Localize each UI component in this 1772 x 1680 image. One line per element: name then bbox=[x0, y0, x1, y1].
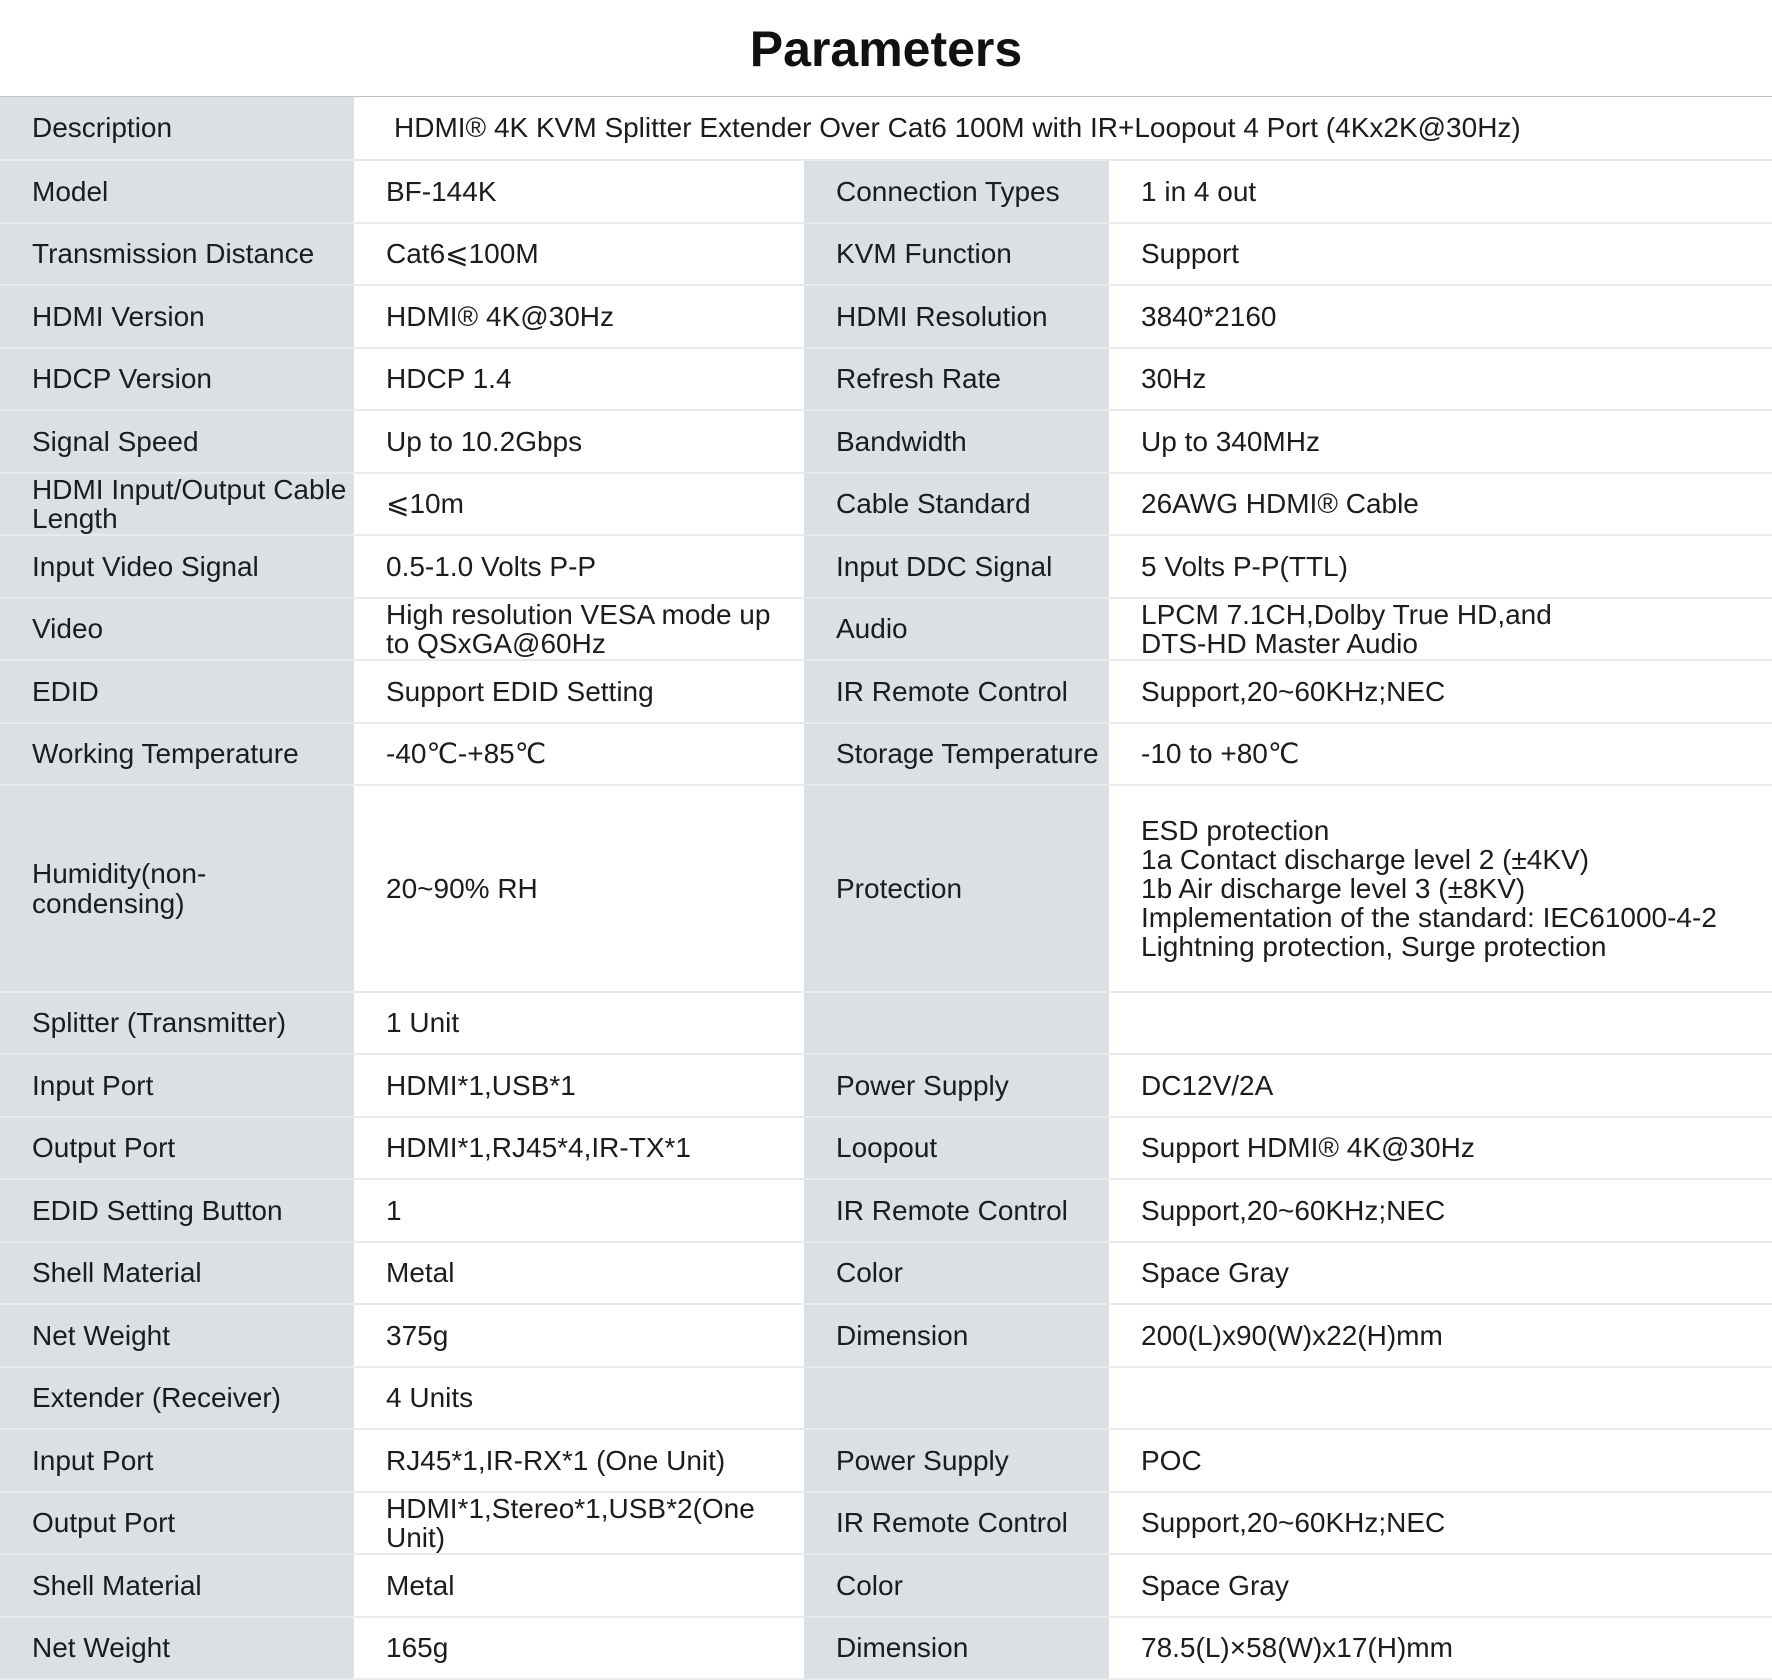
param-value bbox=[354, 1117, 804, 1179]
page-title: Parameters bbox=[749, 20, 1023, 77]
param-value-line: 1 bbox=[386, 1194, 402, 1226]
param-value-line: 1 Unit bbox=[386, 1007, 460, 1039]
param-label: Refresh Rate bbox=[804, 348, 1109, 410]
param-value-line: ESD protection bbox=[1141, 814, 1330, 846]
param-value bbox=[1109, 1554, 1772, 1617]
param-value bbox=[1109, 473, 1772, 535]
param-label: Input Port bbox=[0, 1054, 354, 1117]
param-value bbox=[1109, 285, 1772, 348]
param-value bbox=[354, 785, 804, 992]
param-value bbox=[1109, 723, 1772, 785]
param-value-line: 0.5-1.0 Volts P-P bbox=[386, 550, 597, 582]
param-label: IR Remote Control bbox=[804, 660, 1109, 723]
table-row bbox=[0, 1242, 1772, 1304]
param-value-line: 1a Contact discharge level 2 (±4KV) bbox=[1141, 843, 1590, 875]
param-value bbox=[1109, 785, 1772, 992]
param-label: Protection bbox=[804, 785, 1109, 992]
param-value-line: to QSxGA@60Hz bbox=[386, 628, 606, 659]
param-label: Storage Temperature bbox=[804, 723, 1109, 785]
param-value-line: Metal bbox=[386, 1569, 455, 1601]
param-value bbox=[1109, 1242, 1772, 1304]
param-label: Input Video Signal bbox=[0, 535, 354, 598]
table-row bbox=[0, 535, 1772, 598]
description-value: HDMI® 4K KVM Splitter Extender Over Cat6 100M with IR+Loopout 4 Port (4Kx2K@30Hz) bbox=[354, 97, 1772, 160]
param-value-line: BF-144K bbox=[386, 175, 497, 207]
param-label: Input DDC Signal bbox=[804, 535, 1109, 598]
param-value-line: 1 in 4 out bbox=[1141, 175, 1257, 207]
param-value bbox=[354, 992, 804, 1054]
param-value-line: Implementation of the standard: IEC61000-4-2 bbox=[1141, 902, 1717, 934]
param-label: Net Weight bbox=[0, 1304, 354, 1367]
param-label: KVM Function bbox=[804, 223, 1109, 285]
param-value-line: 375g bbox=[386, 1319, 449, 1351]
param-label: Shell Material bbox=[0, 1554, 354, 1617]
param-value-line: 1b Air discharge level 3 (±8KV) bbox=[1141, 872, 1526, 904]
param-label: HDMI Input/Output Cable Length bbox=[0, 473, 354, 535]
table-row bbox=[0, 598, 1772, 660]
param-value-line: Cat6⩽100M bbox=[386, 238, 539, 270]
param-value-line: -10 to +80℃ bbox=[1141, 738, 1300, 770]
param-value-line: HDMI® 4K@30Hz bbox=[386, 300, 614, 332]
param-value bbox=[1109, 1617, 1772, 1679]
param-value-line: 4 Units bbox=[386, 1382, 474, 1414]
param-label: Color bbox=[804, 1242, 1109, 1304]
param-value-line: HDMI*1,RJ45*4,IR-TX*1 bbox=[386, 1132, 691, 1164]
param-value bbox=[1109, 223, 1772, 285]
param-value-line: POC bbox=[1141, 1444, 1202, 1476]
param-label: Input Port bbox=[0, 1429, 354, 1492]
param-value bbox=[354, 535, 804, 598]
param-label: Net Weight bbox=[0, 1617, 354, 1679]
param-value-line: LPCM 7.1CH,Dolby True HD,and bbox=[1141, 598, 1552, 630]
param-label: Working Temperature bbox=[0, 723, 354, 785]
param-value-line: 5 Volts P-P(TTL) bbox=[1141, 550, 1348, 582]
param-value-line: Up to 340MHz bbox=[1141, 425, 1320, 457]
param-value bbox=[1109, 1492, 1772, 1554]
param-value bbox=[354, 285, 804, 348]
param-label: EDID Setting Button bbox=[0, 1179, 354, 1242]
param-label: Audio bbox=[804, 598, 1109, 660]
param-label bbox=[804, 992, 1109, 1054]
table-row bbox=[0, 1117, 1772, 1179]
param-value-line: RJ45*1,IR-RX*1 (One Unit) bbox=[386, 1444, 726, 1476]
param-label bbox=[804, 1367, 1109, 1429]
param-label: IR Remote Control bbox=[804, 1179, 1109, 1242]
table-row bbox=[0, 223, 1772, 285]
param-label: Connection Types bbox=[804, 160, 1109, 223]
param-value-line: DC12V/2A bbox=[1141, 1069, 1274, 1101]
table-row bbox=[0, 160, 1772, 223]
param-value bbox=[1109, 660, 1772, 723]
param-value bbox=[354, 1617, 804, 1679]
param-value-line: ⩽10m bbox=[386, 488, 464, 520]
table-row bbox=[0, 1429, 1772, 1492]
table-row bbox=[0, 410, 1772, 473]
parameters-table bbox=[0, 97, 1772, 1680]
param-label: Output Port bbox=[0, 1492, 354, 1554]
param-value bbox=[354, 1179, 804, 1242]
param-value-line: HDMI*1,Stereo*1,USB*2(One Unit) bbox=[386, 1492, 755, 1553]
param-value bbox=[354, 223, 804, 285]
param-value bbox=[1109, 1054, 1772, 1117]
param-value bbox=[354, 1429, 804, 1492]
param-value bbox=[354, 348, 804, 410]
param-label: HDMI Resolution bbox=[804, 285, 1109, 348]
param-value-line: 26AWG HDMI® Cable bbox=[1141, 488, 1419, 520]
param-label: Video bbox=[0, 598, 354, 660]
param-label: Shell Material bbox=[0, 1242, 354, 1304]
param-label: Humidity(non-condensing) bbox=[0, 785, 354, 992]
param-value-line: Metal bbox=[386, 1257, 455, 1289]
param-value bbox=[1109, 992, 1772, 1054]
param-label: HDMI Version bbox=[0, 285, 354, 348]
param-value bbox=[354, 1554, 804, 1617]
param-value-line: 30Hz bbox=[1141, 363, 1207, 395]
param-label: Color bbox=[804, 1554, 1109, 1617]
param-value bbox=[354, 660, 804, 723]
table-row bbox=[0, 285, 1772, 348]
param-value bbox=[1109, 535, 1772, 598]
table-row bbox=[0, 723, 1772, 785]
param-value-line: Support bbox=[1141, 238, 1240, 270]
param-label: Extender (Receiver) bbox=[0, 1367, 354, 1429]
table-row bbox=[0, 660, 1772, 723]
table-row bbox=[0, 992, 1772, 1054]
table-row bbox=[0, 1304, 1772, 1367]
description-row bbox=[0, 97, 1772, 160]
param-label: Power Supply bbox=[804, 1429, 1109, 1492]
param-value-line: 3840*2160 bbox=[1141, 300, 1277, 332]
param-value bbox=[354, 160, 804, 223]
param-value bbox=[354, 410, 804, 473]
param-label: IR Remote Control bbox=[804, 1492, 1109, 1554]
table-row bbox=[0, 1492, 1772, 1554]
param-value-line: 78.5(L)×58(W)x17(H)mm bbox=[1141, 1632, 1453, 1664]
param-label: Dimension bbox=[804, 1304, 1109, 1367]
param-value-line: Support,20~60KHz;NEC bbox=[1141, 675, 1446, 707]
description-label: Description bbox=[0, 97, 354, 160]
param-value bbox=[1109, 598, 1772, 660]
table-row bbox=[0, 785, 1772, 992]
param-value-line: Up to 10.2Gbps bbox=[386, 425, 583, 457]
param-value bbox=[1109, 348, 1772, 410]
param-value bbox=[1109, 1117, 1772, 1179]
param-value bbox=[354, 1367, 804, 1429]
param-value-line: DTS-HD Master Audio bbox=[1141, 628, 1418, 659]
param-value bbox=[354, 1054, 804, 1117]
param-value-line: Lightning protection, Surge protection bbox=[1141, 931, 1607, 963]
param-value-line: 20~90% RH bbox=[386, 872, 538, 904]
param-label: Bandwidth bbox=[804, 410, 1109, 473]
param-label: Transmission Distance bbox=[0, 223, 354, 285]
param-value-line: Space Gray bbox=[1141, 1569, 1289, 1601]
param-value bbox=[354, 1242, 804, 1304]
param-label: HDCP Version bbox=[0, 348, 354, 410]
param-value-line: Support,20~60KHz;NEC bbox=[1141, 1507, 1446, 1539]
param-label: Splitter (Transmitter) bbox=[0, 992, 354, 1054]
param-value bbox=[354, 598, 804, 660]
param-value bbox=[354, 473, 804, 535]
param-label: Loopout bbox=[804, 1117, 1109, 1179]
param-value bbox=[1109, 160, 1772, 223]
param-value bbox=[1109, 1179, 1772, 1242]
param-value-line: HDMI*1,USB*1 bbox=[386, 1069, 576, 1101]
param-value bbox=[1109, 1304, 1772, 1367]
param-label: Power Supply bbox=[804, 1054, 1109, 1117]
param-value-line: Support HDMI® 4K@30Hz bbox=[1141, 1132, 1475, 1164]
param-value bbox=[354, 1304, 804, 1367]
table-row bbox=[0, 473, 1772, 535]
param-value-line: -40℃-+85℃ bbox=[386, 738, 547, 770]
param-value-line: HDCP 1.4 bbox=[386, 363, 512, 395]
table-row bbox=[0, 1367, 1772, 1429]
param-value-line: Space Gray bbox=[1141, 1257, 1289, 1289]
param-value bbox=[1109, 1429, 1772, 1492]
param-label: Model bbox=[0, 160, 354, 223]
param-label: Signal Speed bbox=[0, 410, 354, 473]
table-row bbox=[0, 1179, 1772, 1242]
param-value-line: Support EDID Setting bbox=[386, 675, 654, 707]
param-value-line: Support,20~60KHz;NEC bbox=[1141, 1194, 1446, 1226]
param-label: Dimension bbox=[804, 1617, 1109, 1679]
param-label: Output Port bbox=[0, 1117, 354, 1179]
param-value bbox=[354, 723, 804, 785]
table-row bbox=[0, 348, 1772, 410]
param-label: Cable Standard bbox=[804, 473, 1109, 535]
param-value-line: 165g bbox=[386, 1632, 449, 1664]
table-row bbox=[0, 1554, 1772, 1617]
param-value-line: 200(L)x90(W)x22(H)mm bbox=[1141, 1319, 1443, 1351]
param-value bbox=[1109, 410, 1772, 473]
table-row bbox=[0, 1617, 1772, 1679]
table-row bbox=[0, 1054, 1772, 1117]
param-value bbox=[354, 1492, 804, 1554]
param-value bbox=[1109, 1367, 1772, 1429]
parameters-table-body bbox=[0, 97, 1772, 1679]
param-value-line: High resolution VESA mode up bbox=[386, 598, 771, 630]
param-label: EDID bbox=[0, 660, 354, 723]
